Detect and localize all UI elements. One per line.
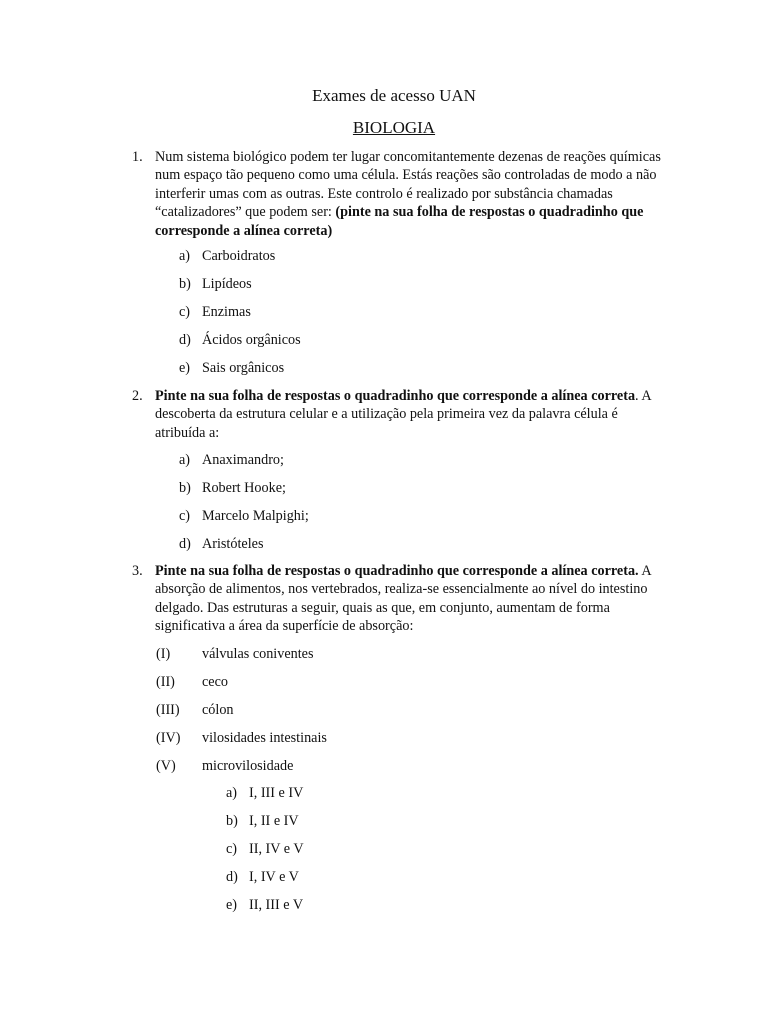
subject-heading: BIOLOGIA	[352, 118, 436, 137]
option-text: Robert Hooke;	[202, 480, 286, 496]
option-2a[interactable]	[179, 451, 284, 469]
option-label: a)	[179, 452, 191, 468]
option-2c[interactable]	[179, 507, 309, 525]
exam-title: Exames de acesso UAN	[312, 86, 476, 105]
option-3e[interactable]	[226, 896, 304, 914]
option-text: Carboidratos	[202, 248, 276, 264]
question-text	[155, 562, 670, 636]
roman-item-3	[156, 701, 234, 719]
option-label: a)	[179, 248, 191, 264]
roman-text: vilosidades intestinais	[202, 730, 327, 746]
question-instruction: Pinte na sua folha de respostas o quadradinho que corresponde a alínea correta	[155, 388, 636, 404]
option-text: Enzimas	[202, 304, 251, 320]
option-text: Lipídeos	[202, 276, 252, 292]
option-label: d)	[179, 332, 191, 348]
question-text-plain: . A descoberta da estrutura celular e a utilização pela primeira vez da palavra célula é atribuída a:	[155, 388, 651, 441]
roman-item-1	[156, 645, 314, 663]
option-3b[interactable]	[226, 812, 299, 830]
roman-label: (V)	[156, 758, 176, 774]
option-label: c)	[179, 304, 191, 320]
option-label: b)	[179, 480, 191, 496]
option-1a[interactable]	[179, 247, 276, 265]
option-text: Aristóteles	[202, 536, 264, 552]
option-text: Marcelo Malpighi;	[202, 508, 309, 524]
roman-text: microvilosidade	[202, 758, 294, 774]
question-text-plain: A absorção de alimentos, nos vertebrados, realiza-se essencialmente ao nível do intestino delgado. Das estruturas a seguir, quais as que, em conjunto, aumentam de forma significativa a área da superfície de absorção:	[155, 563, 651, 635]
option-1e[interactable]	[179, 359, 285, 377]
option-label: e)	[226, 897, 238, 913]
question-number: 3.	[132, 563, 143, 579]
roman-text: válvulas coniventes	[202, 646, 314, 662]
question-number: 2.	[132, 388, 143, 404]
roman-item-5	[156, 757, 294, 775]
option-1d[interactable]	[179, 331, 301, 349]
option-text: I, II e IV	[249, 813, 299, 829]
option-1c[interactable]	[179, 303, 251, 321]
question-instruction: (pinte na sua folha de respostas o quadradinho que corresponde a alínea correta)	[155, 204, 644, 239]
option-label: e)	[179, 360, 191, 376]
option-text: II, IV e V	[249, 841, 304, 857]
option-text: Ácidos orgânicos	[202, 332, 301, 348]
option-text: I, III e IV	[249, 785, 304, 801]
roman-label: (III)	[156, 702, 180, 718]
option-3d[interactable]	[226, 868, 299, 886]
option-label: c)	[226, 841, 238, 857]
option-text: Anaximandro;	[202, 452, 284, 468]
option-label: c)	[179, 508, 191, 524]
option-text: II, III e V	[249, 897, 304, 913]
option-3a[interactable]	[226, 784, 304, 802]
question-number: 1.	[132, 149, 143, 165]
roman-item-4	[156, 729, 327, 747]
roman-label: (IV)	[156, 730, 181, 746]
question-text-plain: Num sistema biológico podem ter lugar concomitantemente dezenas de reações químicas num espaço tão pequeno como uma célula. Estás reações são controladas de modo a não interferir umas com as outras. Este controlo é realizado por substância chamadas “catalizadores” que podem ser:	[155, 149, 661, 221]
roman-text: cólon	[202, 702, 234, 718]
option-label: a)	[226, 785, 238, 801]
option-label: b)	[226, 813, 238, 829]
option-1b[interactable]	[179, 275, 252, 293]
option-2b[interactable]	[179, 479, 286, 497]
option-2d[interactable]	[179, 535, 264, 553]
roman-label: (II)	[156, 674, 175, 690]
question-text	[155, 387, 670, 442]
option-label: d)	[226, 869, 238, 885]
option-text: I, IV e V	[249, 869, 299, 885]
roman-label: (I)	[156, 646, 171, 662]
option-3c[interactable]	[226, 840, 304, 858]
option-label: b)	[179, 276, 191, 292]
option-label: d)	[179, 536, 191, 552]
option-text: Sais orgânicos	[202, 360, 285, 376]
question-instruction: Pinte na sua folha de respostas o quadradinho que corresponde a alínea correta.	[155, 563, 639, 579]
roman-item-2	[156, 673, 228, 691]
roman-text: ceco	[202, 674, 228, 690]
question-text	[155, 148, 670, 240]
